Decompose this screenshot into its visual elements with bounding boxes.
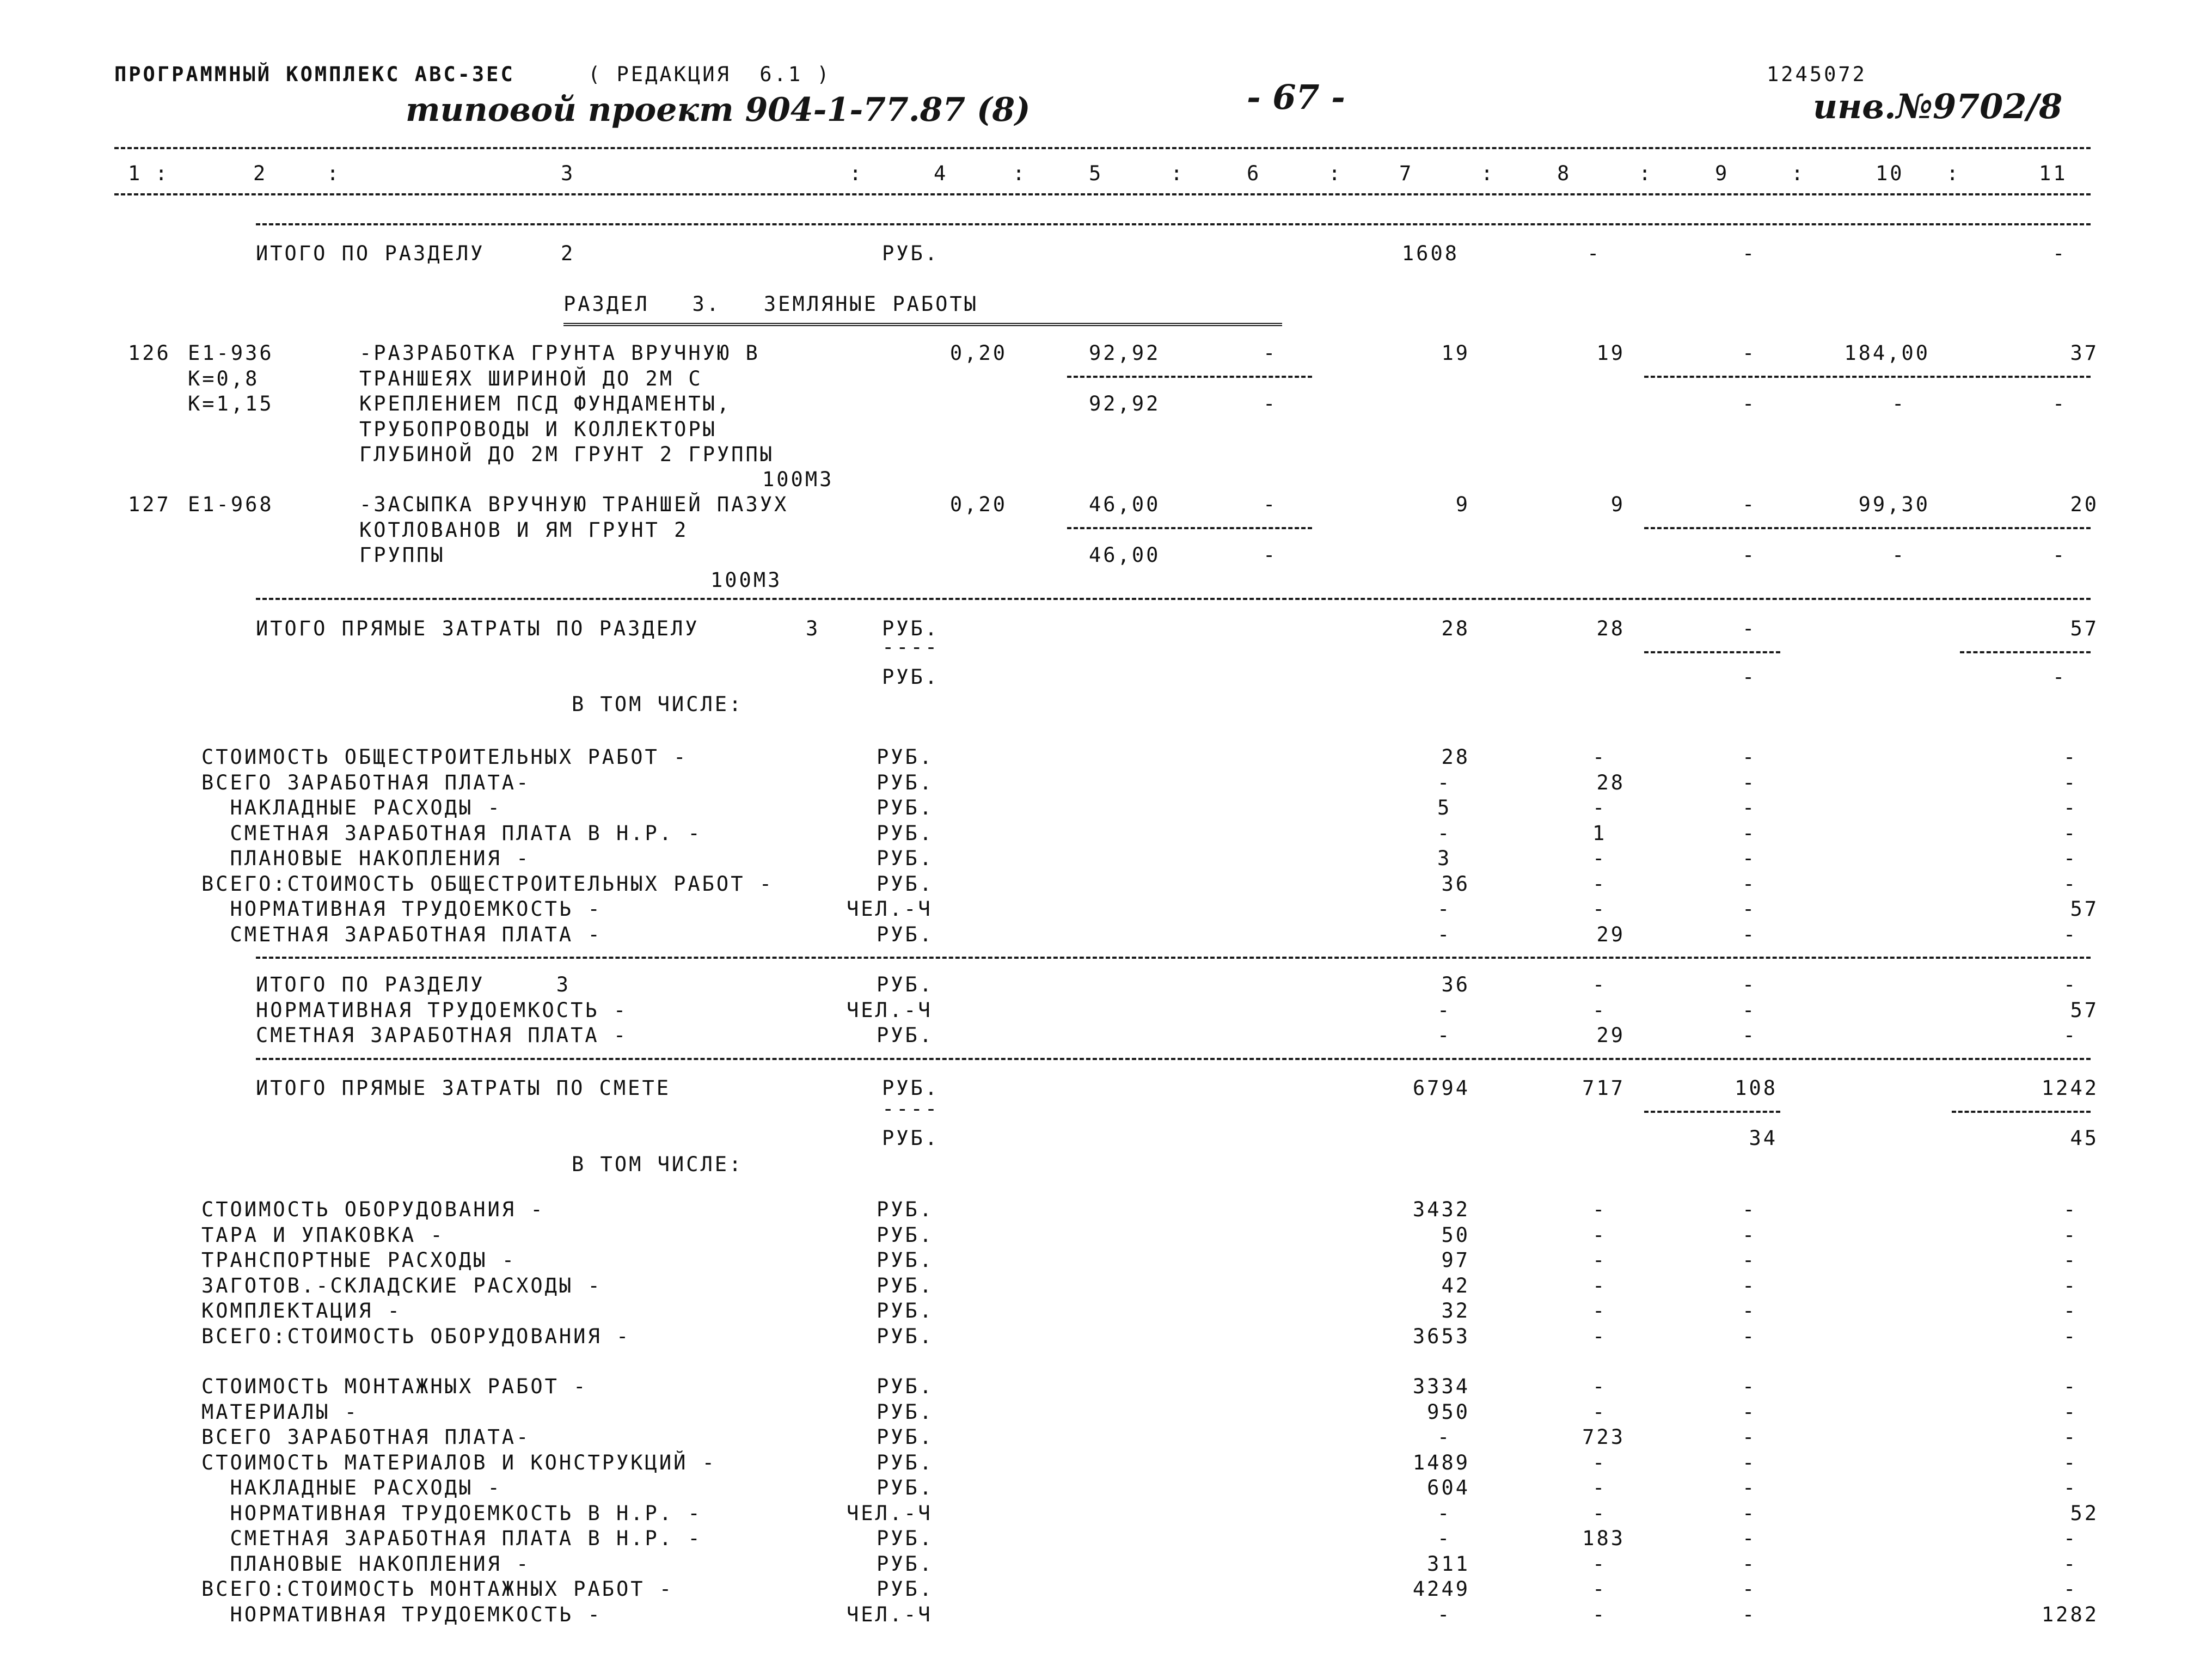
equipment-unit: РУБ. (877, 1248, 934, 1272)
direct-total-unit2: РУБ. (882, 1126, 940, 1150)
mounting-label: СМЕТНАЯ ЗАРАБОТНАЯ ПЛАТА В Н.Р. - (201, 1527, 702, 1550)
mounting-c7: - (1437, 1501, 1452, 1525)
rule (256, 1058, 2091, 1060)
section2-c9: - (1742, 242, 1757, 265)
section2-unit: РУБ. (882, 242, 940, 265)
equipment-c9: - (1742, 1324, 1757, 1348)
mounting-c11: - (2063, 1577, 2078, 1601)
column-header: 6 (1247, 162, 1261, 185)
direct-total-label: ИТОГО ПРЯМЫЕ ЗАТРАТЫ ПО СМЕТЕ (256, 1076, 671, 1100)
total3-c11: - (2063, 973, 2078, 996)
mounting-c8: - (1592, 1501, 1607, 1525)
breakdown3-c9: - (1742, 796, 1757, 819)
equipment-c9: - (1742, 1198, 1757, 1221)
breakdown3-c7: 5 (1437, 796, 1452, 819)
mounting-unit: РУБ. (877, 1527, 934, 1550)
total3-c8: - (1592, 973, 1607, 996)
breakdown3-c8: 1 (1592, 821, 1607, 845)
equipment-c8: - (1592, 1223, 1607, 1247)
equipment-c11: - (2063, 1198, 2078, 1221)
item126-rule-mid (1067, 376, 1312, 378)
column-header: 2 (253, 162, 268, 185)
breakdown3-c7: - (1437, 770, 1452, 794)
column-header: 4 (934, 162, 948, 185)
mounting-c8: - (1592, 1602, 1607, 1626)
section2-number: 2 (561, 242, 575, 265)
direct-total-unit: РУБ. (882, 1076, 940, 1100)
item127-price1: 46,00 (1089, 493, 1161, 516)
direct3-c9: - (1742, 617, 1757, 640)
item127-c9: - (1742, 493, 1757, 516)
column-separator: : (1946, 162, 1961, 185)
total3-c7: - (1437, 1024, 1452, 1047)
equipment-c9: - (1742, 1248, 1757, 1272)
equipment-c11: - (2063, 1324, 2078, 1348)
breakdown3-label: СМЕТНАЯ ЗАРАБОТНАЯ ПЛАТА В Н.Р. - (201, 821, 702, 845)
column-header: 3 (561, 162, 575, 185)
mounting-unit: ЧЕЛ.-Ч (847, 1602, 933, 1626)
column-separator: : (849, 162, 864, 185)
breakdown3-label: НОРМАТИВНАЯ ТРУДОЕМКОСТЬ - (201, 897, 602, 921)
equipment-c11: - (2063, 1299, 2078, 1322)
breakdown3-c7: - (1437, 922, 1452, 946)
mounting-unit: РУБ. (877, 1375, 934, 1398)
breakdown3-c9: - (1742, 821, 1757, 845)
mounting-label: НАКЛАДНЫЕ РАСХОДЫ - (201, 1476, 502, 1499)
item126-c6: - (1263, 341, 1278, 365)
direct3-c11b: - (2052, 665, 2067, 689)
equipment-unit: РУБ. (877, 1223, 934, 1247)
mounting-c9: - (1742, 1527, 1757, 1550)
column-header: 11 (2039, 162, 2068, 185)
breakdown3-label: ВСЕГО:СТОИМОСТЬ ОБЩЕСТРОИТЕЛЬНЫХ РАБОТ - (201, 872, 774, 896)
column-separator: : (1171, 162, 1185, 185)
item126-price2: 92,92 (1089, 392, 1161, 415)
breakdown3-c9: - (1742, 922, 1757, 946)
mounting-c8: - (1592, 1400, 1607, 1424)
mounting-c7: - (1437, 1602, 1452, 1626)
mounting-c11: - (2063, 1476, 2078, 1499)
breakdown3-unit: РУБ. (877, 821, 934, 845)
breakdown3-label: СТОИМОСТЬ ОБЩЕСТРОИТЕЛЬНЫХ РАБОТ - (201, 745, 688, 769)
item127-c11b: - (2052, 543, 2067, 567)
equipment-c8: - (1592, 1273, 1607, 1297)
mounting-unit: РУБ. (877, 1577, 934, 1601)
mounting-unit: РУБ. (877, 1425, 934, 1449)
mounting-c11: - (2063, 1425, 2078, 1449)
direct3-rule-9 (1644, 651, 1780, 653)
equipment-label: ТАРА И УПАКОВКА - (201, 1223, 445, 1247)
total3-c9: - (1742, 973, 1757, 996)
item127-rule-mid (1067, 527, 1312, 529)
direct3-label: ИТОГО ПРЯМЫЕ ЗАТРАТЫ ПО РАЗДЕЛУ (256, 617, 700, 640)
item126-c9: - (1742, 341, 1757, 365)
mounting-c8: - (1592, 1450, 1607, 1474)
breakdown3-c8: - (1592, 897, 1607, 921)
equipment-label: КОМПЛЕКТАЦИЯ - (201, 1299, 402, 1322)
equipment-c8: - (1592, 1198, 1607, 1221)
equipment-c11: - (2063, 1248, 2078, 1272)
equipment-c9: - (1742, 1273, 1757, 1297)
equipment-label: ВСЕГО:СТОИМОСТЬ ОБОРУДОВАНИЯ - (201, 1324, 631, 1348)
header-rule-bottom (114, 193, 2091, 195)
equipment-label: СТОИМОСТЬ ОБОРУДОВАНИЯ - (201, 1198, 545, 1221)
equipment-c9: - (1742, 1299, 1757, 1322)
item127-desc-3: ГРУППЫ (359, 543, 445, 567)
doc-number: 1245072 (1767, 63, 1867, 86)
breakdown3-c11: - (2063, 922, 2078, 946)
total3-label: НОРМАТИВНАЯ ТРУДОЕМКОСТЬ - (256, 998, 628, 1022)
direct-total-rule-9 (1644, 1111, 1780, 1113)
mounting-c8: - (1592, 1552, 1607, 1576)
item127-code: Е1-968 (188, 493, 274, 516)
direct3-dash: ---- (882, 635, 940, 659)
item126-desc-4: ТРУБОПРОВОДЫ И КОЛЛЕКТОРЫ (359, 418, 717, 441)
mounting-unit: РУБ. (877, 1400, 934, 1424)
direct3-section: 3 (806, 617, 820, 640)
equipment-c8: - (1592, 1324, 1607, 1348)
mounting-c9: - (1742, 1400, 1757, 1424)
breakdown3-c9: - (1742, 872, 1757, 896)
page-number: - 67 - (1247, 77, 1345, 117)
equipment-c11: - (2063, 1273, 2078, 1297)
total3-unit: ЧЕЛ.-Ч (847, 998, 933, 1022)
item127-desc-1: -ЗАСЫПКА ВРУЧНУЮ ТРАНШЕЙ ПАЗУХ (359, 493, 789, 516)
including-label-2: В ТОМ ЧИСЛЕ: (572, 1153, 744, 1176)
item126-k2: К=1,15 (188, 392, 274, 415)
mounting-c8: - (1592, 1476, 1607, 1499)
mounting-label: ВСЕГО:СТОИМОСТЬ МОНТАЖНЫХ РАБОТ - (201, 1577, 674, 1601)
mounting-label: НОРМАТИВНАЯ ТРУДОЕМКОСТЬ - (201, 1602, 602, 1626)
breakdown3-unit: ЧЕЛ.-Ч (847, 897, 933, 921)
item126-rule-right (1644, 376, 2091, 378)
column-separator: : (1328, 162, 1343, 185)
column-separator: : (1013, 162, 1027, 185)
mounting-c7: - (1437, 1425, 1452, 1449)
breakdown3-unit: РУБ. (877, 872, 934, 896)
direct-total-rule-11 (1952, 1111, 2091, 1113)
mounting-c9: - (1742, 1450, 1757, 1474)
item126-code: Е1-936 (188, 341, 274, 365)
equipment-unit: РУБ. (877, 1324, 934, 1348)
breakdown3-c7: - (1437, 821, 1452, 845)
column-header: 9 (1715, 162, 1730, 185)
item126-desc-5: ГЛУБИНОЙ ДО 2М ГРУНТ 2 ГРУППЫ (359, 443, 775, 466)
project-title: типовой проект 904-1-77.87 (8) (406, 91, 1031, 129)
equipment-c8: - (1592, 1248, 1607, 1272)
item126-c6b: - (1263, 392, 1278, 415)
mounting-label: ПЛАНОВЫЕ НАКОПЛЕНИЯ - (201, 1552, 531, 1576)
item126-k1: К=0,8 (188, 367, 260, 390)
equipment-c9: - (1742, 1223, 1757, 1247)
breakdown3-c11: - (2063, 770, 2078, 794)
total3-unit: РУБ. (877, 1024, 934, 1047)
total3-label: СМЕТНАЯ ЗАРАБОТНАЯ ПЛАТА - (256, 1024, 628, 1047)
inventory-number: инв.№9702/8 (1813, 87, 2063, 126)
mounting-label: СТОИМОСТЬ МАТЕРИАЛОВ И КОНСТРУКЦИЙ - (201, 1450, 716, 1474)
mounting-c8: - (1592, 1375, 1607, 1398)
breakdown3-c11: - (2063, 821, 2078, 845)
equipment-c8: - (1592, 1299, 1607, 1322)
mounting-c9: - (1742, 1425, 1757, 1449)
breakdown3-unit: РУБ. (877, 770, 934, 794)
item127-unit: 100М3 (710, 568, 782, 592)
breakdown3-unit: РУБ. (877, 796, 934, 819)
column-separator: : (327, 162, 341, 185)
direct-total-dash: ---- (882, 1097, 940, 1120)
mounting-c8: - (1592, 1577, 1607, 1601)
mounting-unit: РУБ. (877, 1552, 934, 1576)
mounting-unit: РУБ. (877, 1476, 934, 1499)
item126-desc-3: КРЕПЛЕНИЕМ ПСД ФУНДАМЕНТЫ, (359, 392, 732, 415)
rule (256, 223, 2091, 225)
direct3-unit: РУБ. (882, 617, 940, 640)
item127-desc-2: КОТЛОВАНОВ И ЯМ ГРУНТ 2 (359, 518, 689, 542)
breakdown3-c8: - (1592, 745, 1607, 769)
edition-label: ( РЕДАКЦИЯ 6.1 ) (588, 63, 831, 86)
breakdown3-c11: - (2063, 745, 2078, 769)
mounting-c9: - (1742, 1577, 1757, 1601)
column-header: 8 (1557, 162, 1572, 185)
column-header: 5 (1089, 162, 1104, 185)
mounting-c9: - (1742, 1501, 1757, 1525)
equipment-c11: - (2063, 1223, 2078, 1247)
mounting-label: ВСЕГО ЗАРАБОТНАЯ ПЛАТА- (201, 1425, 531, 1449)
program-title: ПРОГРАММНЫЙ КОМПЛЕКС АВС-3ЕС (114, 63, 515, 86)
total3-c11: - (2063, 1024, 2078, 1047)
mounting-label: НОРМАТИВНАЯ ТРУДОЕМКОСТЬ В Н.Р. - (201, 1501, 702, 1525)
item126-unit: 100М3 (762, 468, 834, 491)
item126-desc-1: -РАЗРАБОТКА ГРУНТА ВРУЧНУЮ В (359, 341, 760, 365)
column-separator: : (1791, 162, 1806, 185)
mounting-c11: - (2063, 1375, 2078, 1398)
mounting-c9: - (1742, 1602, 1757, 1626)
breakdown3-label: ВСЕГО ЗАРАБОТНАЯ ПЛАТА- (201, 770, 531, 794)
direct3-c9b: - (1742, 665, 1757, 689)
mounting-unit: ЧЕЛ.-Ч (847, 1501, 933, 1525)
mounting-c9: - (1742, 1476, 1757, 1499)
breakdown3-unit: РУБ. (877, 922, 934, 946)
equipment-label: ЗАГОТОВ.-СКЛАДСКИЕ РАСХОДЫ - (201, 1273, 602, 1297)
mounting-c9: - (1742, 1552, 1757, 1576)
column-header: 1 (128, 162, 143, 185)
breakdown3-label: СМЕТНАЯ ЗАРАБОТНАЯ ПЛАТА - (201, 922, 602, 946)
breakdown3-c8: - (1592, 796, 1607, 819)
total3-c7: - (1437, 998, 1452, 1022)
item126-price1: 92,92 (1089, 341, 1161, 365)
rule (256, 957, 2091, 959)
total3-label: ИТОГО ПО РАЗДЕЛУ 3 (256, 973, 571, 996)
section2-c8: - (1587, 242, 1602, 265)
mounting-label: МАТЕРИАЛЫ - (201, 1400, 359, 1424)
breakdown3-c8: - (1592, 872, 1607, 896)
equipment-unit: РУБ. (877, 1299, 934, 1322)
column-header: 10 (1876, 162, 1904, 185)
direct3-rule-11 (1960, 651, 2091, 653)
section2-c11: - (2052, 242, 2067, 265)
rule (256, 598, 2091, 600)
item127-price2: 46,00 (1089, 543, 1161, 567)
mounting-unit: РУБ. (877, 1450, 934, 1474)
item126-num: 126 (128, 341, 171, 365)
breakdown3-c9: - (1742, 770, 1757, 794)
mounting-c9: - (1742, 1375, 1757, 1398)
breakdown3-unit: РУБ. (877, 847, 934, 870)
mounting-c11: - (2063, 1552, 2078, 1576)
item127-c6b: - (1263, 543, 1278, 567)
breakdown3-c7: 3 (1437, 847, 1452, 870)
breakdown3-c7: - (1437, 897, 1452, 921)
breakdown3-unit: РУБ. (877, 745, 934, 769)
mounting-c7: - (1437, 1527, 1452, 1550)
breakdown3-c11: - (2063, 872, 2078, 896)
mounting-c11: - (2063, 1450, 2078, 1474)
including-label-1: В ТОМ ЧИСЛЕ: (572, 693, 744, 716)
column-header: 7 (1399, 162, 1414, 185)
equipment-unit: РУБ. (877, 1198, 934, 1221)
breakdown3-c9: - (1742, 847, 1757, 870)
section3-underline (563, 323, 1282, 326)
mounting-label: СТОИМОСТЬ МОНТАЖНЫХ РАБОТ - (201, 1375, 588, 1398)
item126-c9b: - (1742, 392, 1757, 415)
item127-rule-right (1644, 527, 2091, 529)
total3-c9: - (1742, 998, 1757, 1022)
mounting-c11: - (2063, 1400, 2078, 1424)
breakdown3-label: НАКЛАДНЫЕ РАСХОДЫ - (201, 796, 502, 819)
section2-total-label: ИТОГО ПО РАЗДЕЛУ (256, 242, 485, 265)
mounting-c11: - (2063, 1527, 2078, 1550)
column-separator: : (1639, 162, 1653, 185)
item127-num: 127 (128, 493, 171, 516)
estimate-page: ПРОГРАММНЫЙ КОМПЛЕКС АВС-3ЕС ( РЕДАКЦИЯ 6.1 ) типовой проект 904-1-77.87 (8) - 67 - 1245072 инв.№9702/8 1 : 2 : 3 : 4 : 5 : 6 : 7 : 8 : 9 : 10 : 11 ИТОГО ПО РАЗДЕЛУ 2 РУБ. 1608 - - - РАЗДЕЛ 3. ЗЕМЛЯНЫЕ РАБОТЫ 126 Е1-936 К=0,8 К=1,15 -РАЗРАБОТКА ГРУНТА ВРУЧНУЮ В ТРАНШЕЯХ ШИРИНОЙ ДО 2М С КРЕПЛЕНИЕМ ПСД ФУНДАМЕНТЫ, ТРУБОПРОВОДЫ И КОЛЛЕКТОРЫ ГЛУБИНОЙ ДО 2М ГРУНТ 2 ГРУППЫ 100М3 0,20 92,92 92,92 - - 19 19 - 184,00 37 - - - 127 Е1-968 -ЗАСЫПКА ВРУЧНУЮ ТРАНШЕЙ ПАЗУХ КОТЛОВАНОВ И ЯМ ГРУНТ 2 ГРУППЫ 100М3 0,20 46,00 46,00 - - 9 9 - 99,30 20 - - - ИТОГО ПРЯМЫЕ ЗАТРАТЫ ПО РАЗДЕЛУ 3 РУБ. ---- РУБ. 28 28 - 57 - - В ТОМ ЧИСЛЕ: СТОИМОСТЬ ОБЩЕСТРОИТЕЛЬНЫХ РАБОТ - РУБ. 28 - - - ВСЕГО ЗАРАБОТНАЯ ПЛАТА- РУБ. - 28 - - НАКЛАДНЫЕ РАСХОДЫ - РУБ. 5 - - - СМЕТНАЯ ЗАРАБОТНАЯ ПЛАТА В Н.Р. - РУБ. - 1 - - ПЛАНОВЫЕ НАКОПЛЕНИЯ - РУБ. 3 - - - ВСЕГО:СТОИМОСТЬ ОБЩЕСТРОИТЕЛЬНЫХ РАБОТ - РУБ. 36 - - - НОРМАТИВНАЯ ТРУДОЕМКОСТЬ - ЧЕЛ.-Ч - - - 57 СМЕТНАЯ ЗАРАБОТНАЯ ПЛАТА - РУБ. - 29 - - ИТОГО ПО РАЗДЕЛУ 3 РУБ. 36 - - - НОРМАТИВНАЯ ТРУДОЕМКОСТЬ - ЧЕЛ.-Ч - - - 57 СМЕТНАЯ ЗАРАБОТНАЯ ПЛАТА - РУБ. - 29 - - ИТОГО ПРЯМЫЕ ЗАТРАТЫ ПО СМЕТЕ РУБ. ---- РУБ. 6794 717 108 1242 34 45 В ТОМ ЧИСЛЕ: СТОИМОСТЬ ОБОРУДОВАНИЯ - РУБ. 3432 - - - ТАРА И УПАКОВКА - РУБ. 50 - - - ТРАНСПОРТНЫЕ РАСХОДЫ - РУБ. 97 - - - ЗАГОТОВ.-СКЛАДСКИЕ РАСХОДЫ - РУБ. 42 - - - КОМПЛЕКТАЦИЯ - РУБ. 32 - - - ВСЕГО:СТОИМОСТЬ ОБОРУДОВАНИЯ - РУБ. 3653 - - - СТОИМОСТЬ МОНТАЖНЫХ РАБОТ - РУБ. 3334 - - - МАТЕРИАЛЫ - РУБ. 950 - - - ВСЕГО ЗАРАБОТНАЯ ПЛАТА- РУБ. - 723 - - СТОИМОСТЬ МАТЕРИАЛОВ И КОНСТРУКЦИЙ - РУБ. 1489 - - - НАКЛАДНЫЕ РАСХОДЫ - РУБ. 604 - - - НОРМАТИВНАЯ ТРУДОЕМКОСТЬ В Н.Р. - ЧЕЛ.-Ч - - - 52 СМЕТНАЯ ЗАРАБОТНАЯ ПЛАТА В Н.Р. - РУБ. - 183 - - ПЛАНОВЫЕ НАКОПЛЕНИЯ - РУБ. 311 - - - ВСЕГО:СТОИМОСТЬ МОНТАЖНЫХ РАБОТ - РУБ. 4249 - - - НОРМАТИВНАЯ ТРУДОЕМКОСТЬ - ЧЕЛ.-Ч - - - 1282 (0, 0, 2212, 1678)
column-separator: : (1481, 162, 1496, 185)
breakdown3-c8: - (1592, 847, 1607, 870)
item127-c6: - (1263, 493, 1278, 516)
breakdown3-c11: - (2063, 847, 2078, 870)
total3-c9: - (1742, 1024, 1757, 1047)
equipment-unit: РУБ. (877, 1273, 934, 1297)
item126-c10b: - (1892, 392, 1907, 415)
total3-unit: РУБ. (877, 973, 934, 996)
section3-title: РАЗДЕЛ 3. ЗЕМЛЯНЫЕ РАБОТЫ (563, 292, 979, 316)
total3-c8: - (1592, 998, 1607, 1022)
item127-c9b: - (1742, 543, 1757, 567)
direct3-unit2: РУБ. (882, 665, 940, 689)
breakdown3-c9: - (1742, 745, 1757, 769)
breakdown3-c9: - (1742, 897, 1757, 921)
item126-c11b: - (2052, 392, 2067, 415)
equipment-label: ТРАНСПОРТНЫЕ РАСХОДЫ - (201, 1248, 517, 1272)
header-rule-top (114, 147, 2091, 149)
item126-desc-2: ТРАНШЕЯХ ШИРИНОЙ ДО 2М С (359, 367, 703, 390)
item127-c10b: - (1892, 543, 1907, 567)
breakdown3-c11: - (2063, 796, 2078, 819)
breakdown3-label: ПЛАНОВЫЕ НАКОПЛЕНИЯ - (201, 847, 531, 870)
column-separator: : (155, 162, 170, 185)
